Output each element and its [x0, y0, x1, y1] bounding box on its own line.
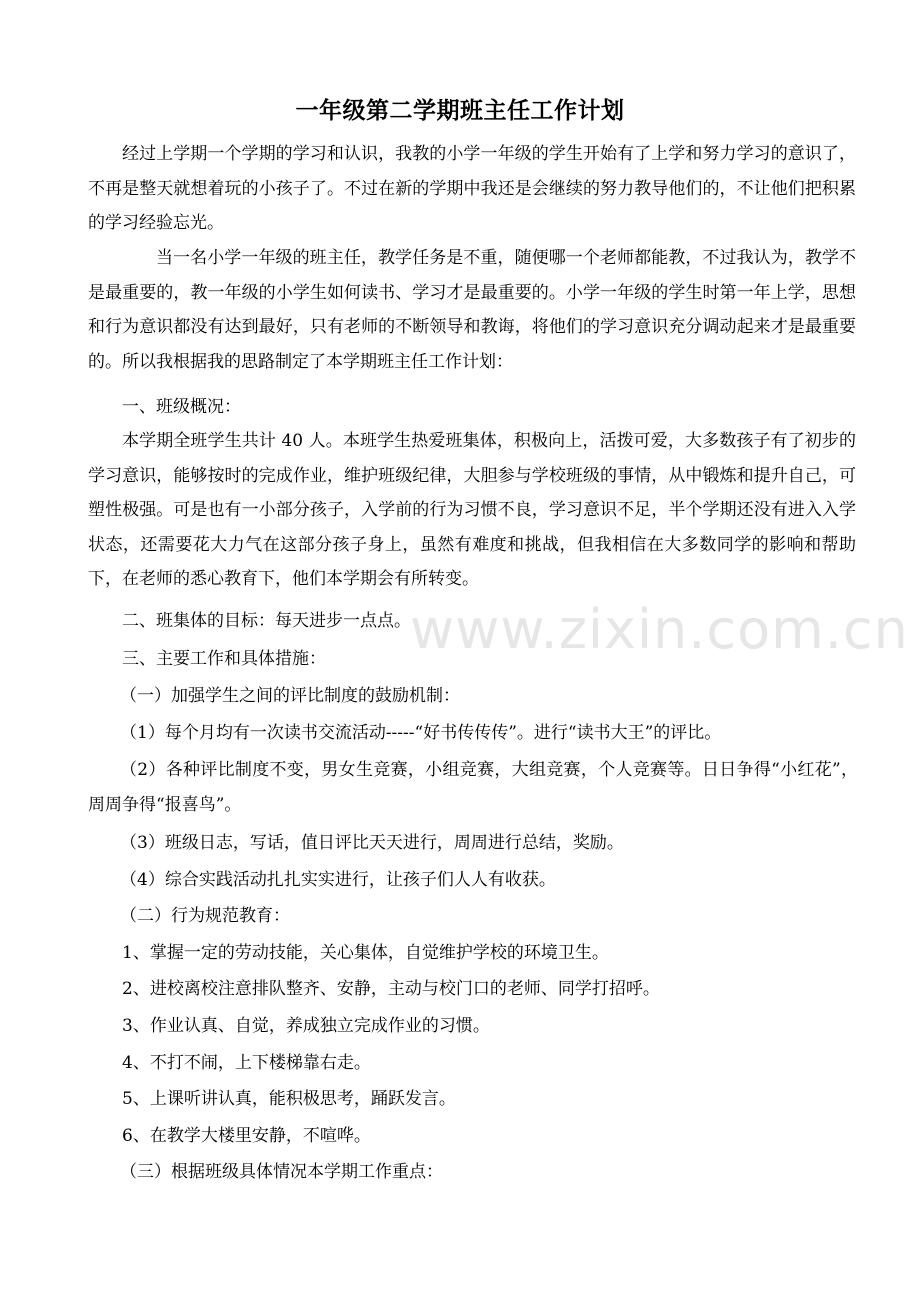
- list-item: 2、进校离校注意排队整齐、安静，主动与校门口的老师、同学打招呼。: [122, 979, 660, 999]
- list-item: 1、掌握一定的劳动技能，关心集体，自觉维护学校的环境卫生。: [122, 943, 609, 963]
- subsection-heading-evaluation: （一）加强学生之间的评比制度的鼓励机制：: [120, 686, 460, 706]
- document-title: 一年级第二学期班主任工作计划: [295, 97, 625, 124]
- list-item: 6、在教学大楼里安静，不喧哗。: [122, 1126, 371, 1146]
- paragraph-class-overview: 本学期全班学生共计 40 人。本班学生热爱班集体，积极向上，活拨可爱，大多数孩子有了初步的学习意识，能够按时的完成作业，维护班级纪律，大胆参与学校班级的事情，从中锻炼和提升自己，可塑性极强。可是也有一小部分孩子，入学前的行为习惯不良，学习意识不足，半个学期还没有进入入学状态，还需要花大力气在这部分孩子身上，虽然有难度和挑战，但我相信在大多数同学的影响和帮助下，在老师的悉心教育下，他们本学期会有所转变。: [88, 431, 856, 589]
- list-item: 3、作业认真、自觉，养成独立完成作业的习惯。: [122, 1016, 490, 1036]
- subsection-heading-priorities: （三）根据班级具体情况本学期工作重点：: [120, 1162, 443, 1182]
- list-item: （3）班级日志，写话，值日评比天天进行，周周进行总结，奖励。: [120, 833, 624, 853]
- paragraph-role: 当一名小学一年级的班主任，教学任务是不重，随便哪一个老师都能教，不过我认为，教学不是最重要的，教一年级的小学生如何读书、学习才是最重要的。小学一年级的学生时第一年上学，思想和行为意识都没有达到最好，只有老师的不断领导和教诲，将他们的学习意识充分调动起来才是最重要的。所以我根据我的思路制定了本学期班主任工作计划：: [88, 248, 856, 372]
- watermark: www.zixin.com.cn: [410, 598, 909, 661]
- list-item: （1）每个月均有一次读书交流活动-----“好书传传传”。进行“读书大王”的评比。: [120, 723, 722, 743]
- section-heading-measures: 三、主要工作和具体措施：: [122, 649, 326, 669]
- subsection-heading-behavior: （二）行为规范教育：: [120, 906, 290, 926]
- list-item: （2）各种评比制度不变，男女生竞赛，小组竞赛，大组竞赛，个人竞赛等。日日争得“小红花”，周周争得“报喜鸟”。: [88, 760, 858, 815]
- section-heading-class-overview: 一、班级概况：: [122, 397, 241, 417]
- list-item: 4、不打不闹，上下楼梯靠右走。: [122, 1053, 371, 1073]
- section-heading-goal: 二、班集体的目标：每天进步一点点。: [122, 611, 411, 631]
- paragraph-intro: 经过上学期一个学期的学习和认识，我教的小学一年级的学生开始有了上学和努力学习的意识了，不再是整天就想着玩的小孩子了。不过在新的学期中我还是会继续的努力教导他们的，不让他们把积累的学习经验忘光。: [88, 144, 856, 233]
- list-item: 5、上课听讲认真，能积极思考，踊跃发言。: [122, 1089, 456, 1109]
- list-item: （4）综合实践活动扎扎实实进行，让孩子们人人有收获。: [120, 870, 556, 890]
